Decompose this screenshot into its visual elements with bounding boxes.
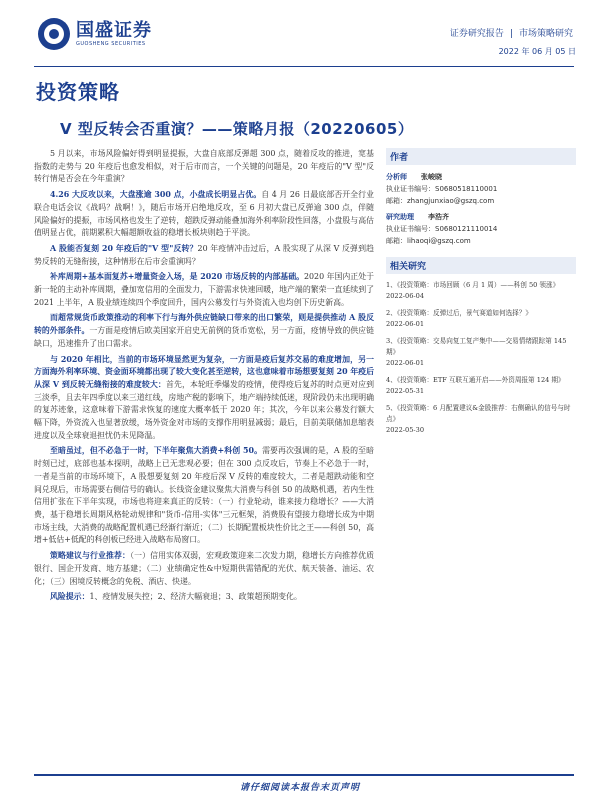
related-date: 2022-06-04 [386, 292, 425, 300]
sidebar [386, 148, 576, 442]
related-research-item[interactable] [386, 403, 576, 436]
footer-divider [34, 774, 574, 776]
paragraph-text: 2020 年国内正处于新一轮的主动补库周期，叠加宽信用的全面发力，下游需求快速回暖，地产端的繁荣一直延续到了 2021 上半年，A 股业绩连续四个季度回升，国内公募发行与外资流入也均创下历史新高。 [34, 272, 375, 307]
paragraph-lead: 策略建议与行业推荐： [50, 551, 131, 561]
report-title: V 型反转会否重演？——策略月报（20220605） [60, 120, 414, 138]
paragraph-text: 首先，本轮旺季爆发的疫情，使得疫后复苏的时点更对应到三淡季，且去年四季度以来三道红线，房地产税的影响下，地产端持续低迷，现阶段仍未出现明确的复苏迹象，这意味着下游需求恢复的速度大概率低于 2020 年；其次，今年以来公募发行额大幅下降，外资流入也显著放缓，场外资金对市场的支撑作用明显减弱；最后，目前美联储加息缩表进度以及全球衰退担忧仍未见降温。 [34, 379, 374, 440]
body-paragraph [34, 312, 374, 350]
related-research-heading: 相关研究 [386, 257, 576, 274]
author-email[interactable]: 邮箱：lihaoqi@gszq.com [386, 237, 471, 245]
related-title: 4、《投资策略：ETF 互联互通开启——外资周报第 124 期》 [386, 376, 565, 384]
paragraph-text: 自 4 月 26 日最底部否开全行业联合电话会议《战吗？战啊！》，随后市场开启绝地反攻，至 6 月初大盘已反弹逾 300 点，伴随风险偏好的提振，市场风格也发生了逆转，超跌反弹动能叠加海外利率阶段性回落，小盘股与高估值明显占优，前期累积大幅超额收益的稳增长板块则趋于平淡。 [34, 190, 374, 238]
logo-icon [38, 18, 70, 50]
author-list [386, 171, 576, 247]
paragraph-text: 20 年疫情冲击过后，A 股实现了从深 V 反弹到趋势反转的无缝衔接，这种情形在后市会重演吗？ [34, 243, 374, 266]
paragraph-lead: 至暗虽过，但不必急于一时，下半年聚焦大消费+科创 50。 [50, 446, 263, 456]
report-date: 2022 年 06 月 05 日 [498, 47, 576, 56]
related-research-item[interactable] [386, 336, 576, 369]
logo-english: GUOSHENG SECURITIES [76, 41, 146, 47]
author-license: 执业证书编号：S0680518110001 [386, 185, 498, 193]
related-research-item[interactable] [386, 375, 576, 397]
paragraph-text: 一方面是疫情后欧美国家开启史无前例的货币宽松，另一方面，疫情导致的供应链缺口，迅速推升了出口需求。 [34, 326, 374, 348]
document-type: 证券研究报告 | 市场策略研究 [449, 29, 573, 39]
paragraph-lead: A 股能否复刻 20 年疫后的"V 型"反转？ [50, 243, 198, 253]
related-title: 5、《投资策略：6 月配置建议&金股推荐：右侧确认的信号与时点》 [386, 404, 571, 423]
author-entry [386, 171, 576, 207]
body-paragraph [34, 550, 374, 588]
header-divider [34, 66, 574, 67]
related-date: 2022-06-01 [386, 320, 425, 328]
report-header [0, 0, 600, 70]
logo-name: 国盛证券 [76, 20, 152, 41]
related-title: 1、《投资策略：市场回顾（6 月 1 周）——科创 50 领涨》 [386, 281, 560, 289]
related-research-list [386, 280, 576, 436]
body-paragraph [34, 271, 374, 309]
author-email[interactable]: 邮箱：zhangjunxiao@gszq.com [386, 197, 495, 205]
report-body [34, 148, 374, 607]
related-date: 2022-05-31 [386, 387, 425, 395]
body-paragraph [34, 591, 374, 604]
author-role: 分析师 [386, 173, 407, 181]
paragraph-text: 1、疫情发展失控；2、经济大幅衰退；3、政策超预期变化。 [89, 592, 302, 602]
author-entry [386, 211, 576, 247]
paragraph-text: 需要再次强调的是，A 股的至暗时刻已过，底部也基本探明，战略上已无悲观必要；但在 300 点反攻后，节奏上不必急于一时，一者是当前的市场环境下，A 股想要复刻 20 年疫后深 V 反转的难度较大，二者是超跌动能和空间兑现后，市场需要右侧信号的确认。长线资金建议聚焦大消费与科创 50 的战略机遇，若内生性信用扩张在下半年实现，市场也将迎来真正的反转：（一）行业轮动，谁来接力稳增长？——大消费，基于稳增长周期风格轮动规律和"货币-信用-实体"三元框架，消费股有望接力稳增长成为中期市场主线，大消费的战略配置机遇已经渐行渐近；（二）长期配置板块性价比之王——科创 50，高增+低估+低配的科创板已经进入战略布局窗口。 [34, 446, 375, 545]
author-role: 研究助理 [386, 213, 414, 221]
author-license: 执业证书编号：S0680121110014 [386, 225, 498, 233]
body-paragraph [34, 189, 374, 240]
body-paragraph [34, 243, 374, 268]
paragraph-lead: 补库周期+基本面复苏+增量资金入场，是 2020 市场反转的内部基础。 [50, 272, 305, 282]
related-research-item[interactable] [386, 308, 576, 330]
paragraph-text: （一）信用实体双弱，宏观政策迎来二次发力期，稳增长方向推荐优质银行、国企开发商、地方基建；（二）业绩确定性&中短期供需错配的光伏、航天装备、油运、农化；（三）困境反转概念的免税、酒店、快递。 [34, 551, 374, 586]
paragraph-lead: 风险提示： [50, 592, 90, 602]
paragraph-lead: 4.26 大反攻以来，大盘涨逾 300 点，小盘成长明显占优。 [50, 190, 262, 200]
footer-disclaimer: 请仔细阅读本报告末页声明 [239, 783, 360, 793]
paragraph-lead: 而超常规货币政策推动的利率下行与海外供应链缺口带来的出口繁荣，则是提供推动 A 股反转的外部条件。 [34, 313, 374, 336]
body-paragraph [34, 445, 374, 547]
body-paragraph [34, 148, 374, 186]
section-title: 投资策略 [36, 80, 120, 104]
related-date: 2022-05-30 [386, 426, 425, 434]
author-name: 李浩齐 [428, 213, 449, 221]
related-date: 2022-06-01 [386, 359, 425, 367]
paragraph-text: 5 月以来，市场风险偏好得到明显提振，大盘自底部反弹超 300 点，随着反攻的推进，宽基指数的走势与 20 年疫后也愈发相似，对于后市而言，一个关键的问题是，20 年疫后的"V 型"反转行情是否会在今年重演？ [34, 149, 374, 184]
author-name: 张峻晓 [421, 173, 442, 181]
authors-heading: 作者 [386, 148, 576, 165]
related-title: 3、《投资策略：交易向复工复产集中——交易情绪跟踪第 145 期》 [386, 337, 567, 356]
related-title: 2、《投资策略：反弹过后，景气赛道如何选择？》 [386, 309, 532, 317]
body-paragraph [34, 354, 374, 443]
related-research-item[interactable] [386, 280, 576, 302]
brand-logo [38, 18, 152, 50]
paragraph-lead: 与 2020 年相比，当前的市场环境显然更为复杂，一方面是疫后复苏交易的难度增加，另一方面海外利率环境、资金面环境都出现了较大变化甚至逆转，这也意味着市场想要复刻 20 年疫后从深 V 到反转无缝衔接的难度较大： [34, 354, 374, 389]
